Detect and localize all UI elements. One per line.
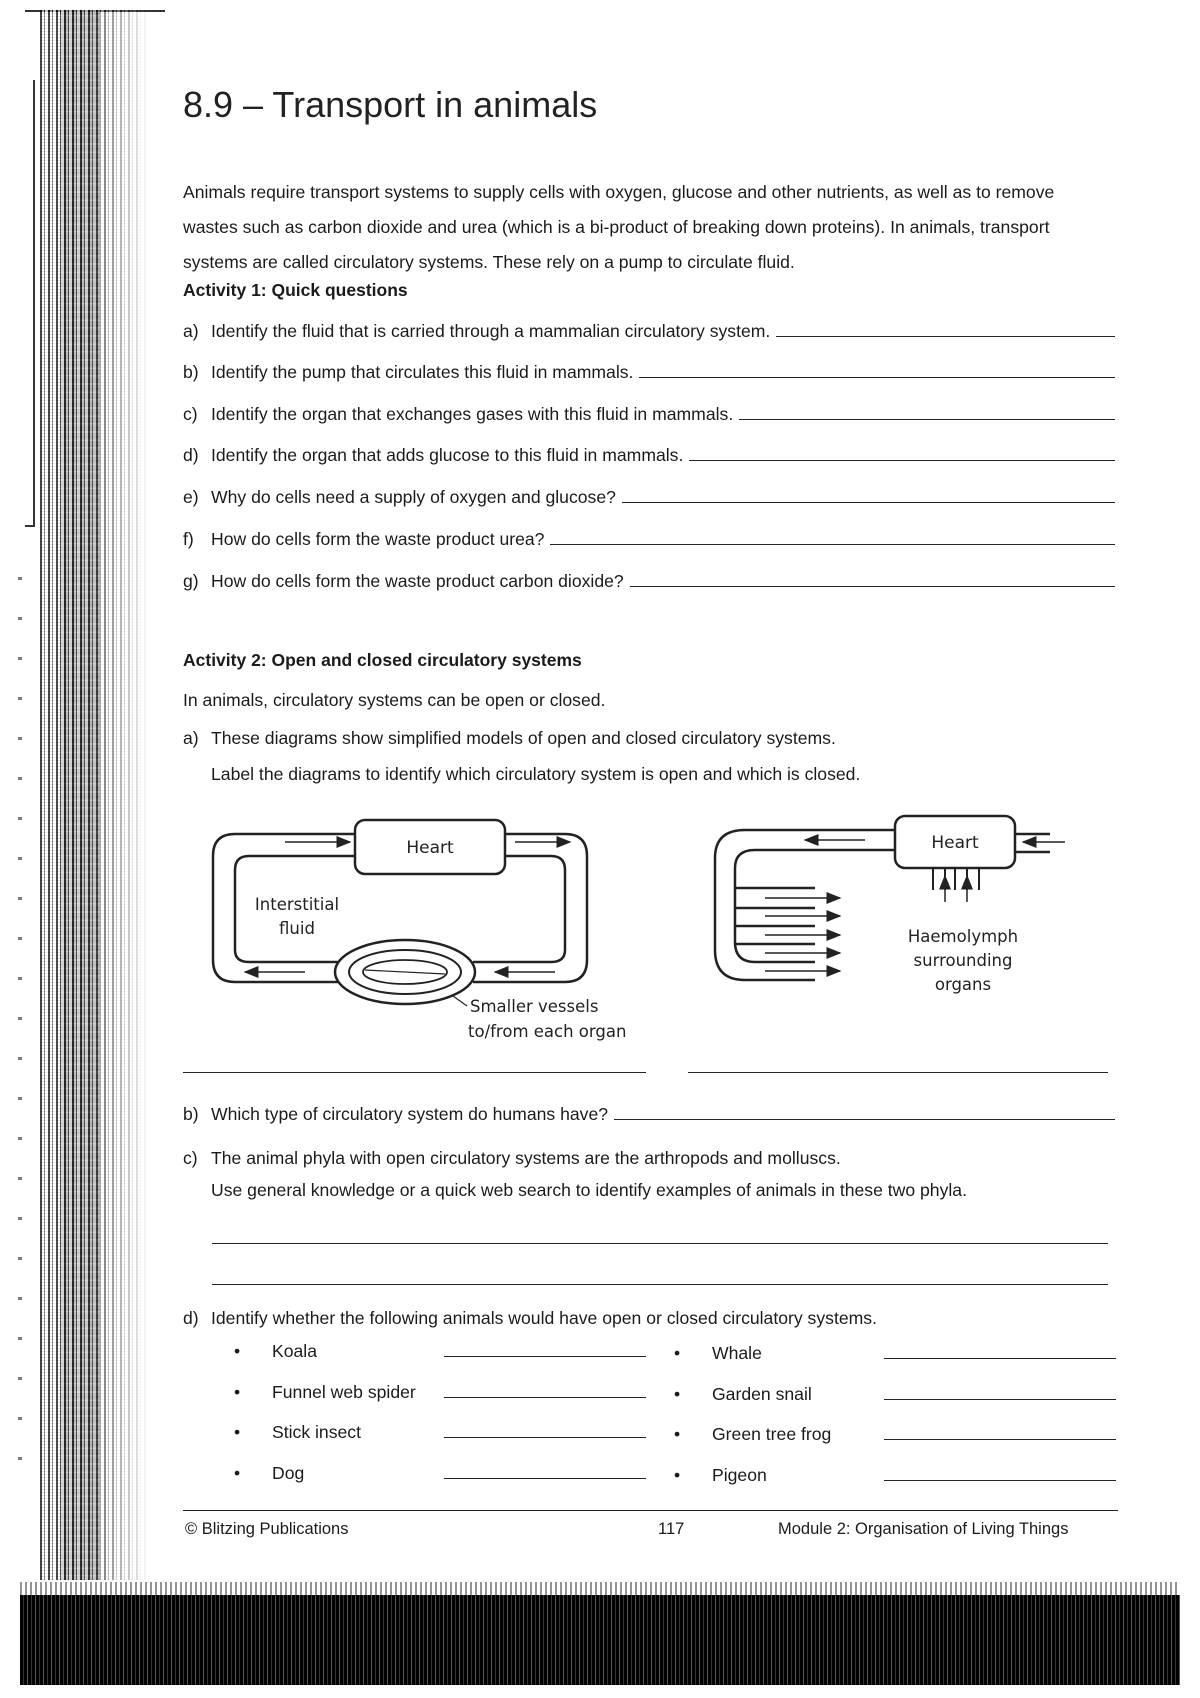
question-f [183, 520, 1115, 550]
bullet: • [674, 1465, 681, 1485]
bullet: • [234, 1422, 241, 1442]
scan-edge-left [40, 10, 150, 1580]
closed-system-diagram [205, 810, 627, 1041]
footer-publisher: © Blitzing Publications [185, 1520, 349, 1538]
animal-row-dog [232, 1454, 646, 1484]
question-g [183, 562, 1115, 592]
question-2b [183, 1095, 1115, 1125]
animal-row-whale [672, 1334, 1116, 1364]
question-text: Identify the organ that adds glucose to this fluid in mammals. [211, 445, 684, 465]
haemolymph-label-3: organs [934, 975, 992, 994]
animal-name: Whale [712, 1343, 762, 1363]
question-text: Identify the organ that exchanges gases with this fluid in mammals. [211, 404, 734, 424]
scan-edge-bottom [20, 1595, 1180, 1685]
question-d [183, 436, 1115, 466]
animal-answer-line[interactable] [884, 1357, 1116, 1359]
answer-line[interactable] [550, 543, 1115, 545]
animal-name: Funnel web spider [272, 1382, 416, 1402]
scan-margin-dots [18, 560, 22, 1460]
question-label: b) [183, 362, 199, 382]
question-2c-label: c) [183, 1148, 198, 1168]
question-label: f) [183, 529, 194, 549]
question-c [183, 395, 1115, 425]
vessels-label-1: Smaller vessels [470, 997, 599, 1016]
question-e [183, 478, 1115, 508]
vessel-pointer [453, 996, 467, 1006]
animal-answer-line[interactable] [444, 1436, 646, 1438]
bullet: • [674, 1424, 681, 1444]
question-text: How do cells form the waste product urea? [211, 529, 545, 549]
question-2c-line1: The animal phyla with open circulatory systems are the arthropods and molluscs. [211, 1148, 841, 1168]
activity2-a-label: a) [183, 728, 199, 748]
answer-line[interactable] [689, 459, 1115, 461]
activity2-a-line2: Label the diagrams to identify which circulatory system is open and which is closed. [211, 764, 861, 784]
question-text: Why do cells need a supply of oxygen and glucose? [211, 487, 616, 507]
answer-line[interactable] [622, 501, 1115, 503]
question-label: c) [183, 404, 198, 424]
bullet: • [234, 1382, 241, 1402]
open-system-diagram [705, 810, 1075, 1010]
question-label: a) [183, 321, 199, 341]
footer-page-number: 117 [658, 1520, 685, 1538]
phyla-answer-line-1[interactable] [212, 1243, 1108, 1244]
bullet: • [234, 1463, 241, 1483]
intro-paragraph: Animals require transport systems to supply cells with oxygen, glucose and other nutrients, as well as to remove wastes such as carbon dioxide and urea (which is a bi-product of breaking down proteins). In animals, transport systems are called circulatory systems. These rely on a pump to circulate fluid. [183, 182, 1055, 272]
question-2c-line2: Use general knowledge or a quick web search to identify examples of animals in these two phyla. [211, 1180, 967, 1200]
animal-name: Dog [272, 1463, 305, 1483]
animal-name: Koala [272, 1341, 317, 1361]
page-title: 8.9 – Transport in animals [183, 84, 598, 125]
activity2-heading: Activity 2: Open and closed circulatory systems [183, 650, 582, 670]
animal-row-green-tree-frog [672, 1415, 1116, 1445]
answer-line[interactable] [739, 418, 1115, 420]
activity2-a-line1: These diagrams show simplified models of open and closed circulatory systems. [211, 728, 836, 748]
animal-row-pigeon [672, 1456, 1116, 1486]
animal-answer-line[interactable] [884, 1438, 1116, 1440]
animal-answer-line[interactable] [884, 1398, 1116, 1400]
animal-answer-line[interactable] [444, 1355, 646, 1357]
question-text: Which type of circulatory system do humans have? [211, 1104, 609, 1124]
closed-diagram-answer-line[interactable] [183, 1072, 646, 1073]
haemolymph-label-2: surrounding [913, 951, 1013, 970]
question-label: e) [183, 487, 199, 507]
interstitial-label-1: Interstitial [254, 895, 340, 914]
answer-line[interactable] [630, 585, 1115, 587]
animal-row-koala [232, 1332, 646, 1362]
ostia [933, 868, 979, 890]
question-label: b) [183, 1104, 199, 1124]
animal-name: Stick insect [272, 1422, 361, 1442]
footer-rule [183, 1510, 1118, 1511]
animal-row-stick-insect [232, 1413, 646, 1443]
question-label: d) [183, 445, 199, 465]
activity2-intro: In animals, circulatory systems can be open or closed. [183, 690, 606, 710]
question-2d-label: d) [183, 1308, 199, 1328]
bullet: • [234, 1341, 241, 1361]
bullet: • [674, 1343, 681, 1363]
answer-line[interactable] [776, 335, 1115, 337]
bullet: • [674, 1384, 681, 1404]
vessels-label-2: to/from each organ [468, 1022, 627, 1041]
question-b [183, 353, 1115, 383]
animal-answer-line[interactable] [444, 1396, 646, 1398]
heart-label: Heart [931, 833, 979, 853]
heart-label: Heart [406, 838, 454, 858]
question-label: g) [183, 571, 199, 591]
animal-answer-line[interactable] [884, 1479, 1116, 1481]
question-text: How do cells form the waste product carbon dioxide? [211, 571, 624, 591]
animal-answer-line[interactable] [444, 1477, 646, 1479]
haemolymph-label-1: Haemolymph [907, 927, 1019, 946]
question-2d-text: Identify whether the following animals would have open or closed circulatory systems. [211, 1308, 877, 1328]
question-text: Identify the pump that circulates this fluid in mammals. [211, 362, 634, 382]
animal-row-funnel-web-spider [232, 1373, 646, 1403]
animal-name: Green tree frog [712, 1424, 832, 1444]
activity1-heading: Activity 1: Quick questions [183, 280, 408, 300]
animal-name: Garden snail [712, 1384, 812, 1404]
interstitial-label-2: fluid [279, 919, 315, 938]
answer-line[interactable] [614, 1118, 1115, 1120]
question-a [183, 312, 1115, 342]
question-text: Identify the fluid that is carried through a mammalian circulatory system. [211, 321, 771, 341]
answer-line[interactable] [639, 376, 1115, 378]
footer-module: Module 2: Organisation of Living Things [778, 1520, 1069, 1538]
phyla-answer-line-2[interactable] [212, 1284, 1108, 1285]
animal-name: Pigeon [712, 1465, 767, 1485]
scan-margin-bracket [25, 80, 35, 527]
open-diagram-answer-line[interactable] [688, 1072, 1108, 1073]
animal-row-garden-snail [672, 1375, 1116, 1405]
